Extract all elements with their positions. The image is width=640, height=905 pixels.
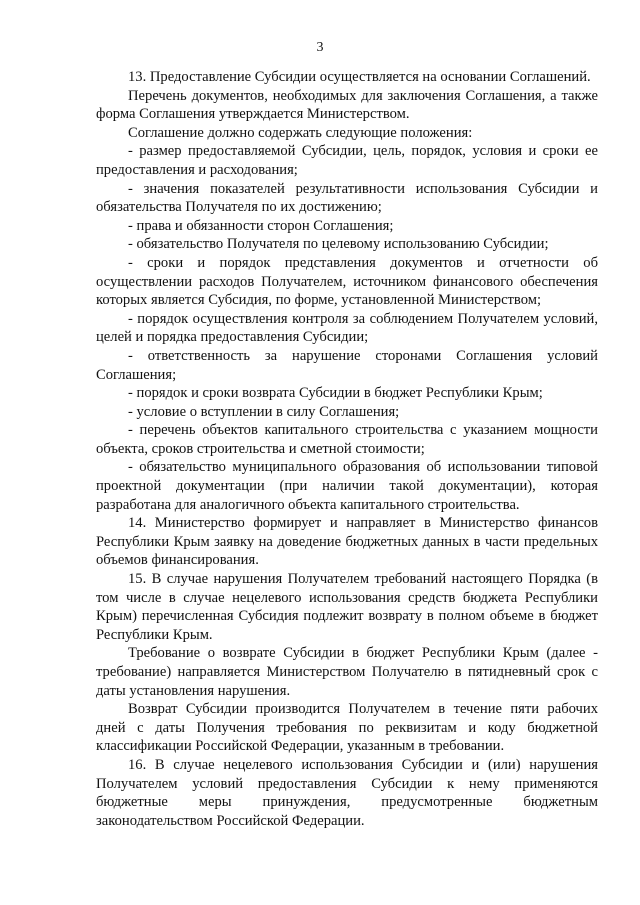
list-item-reporting: - сроки и порядок представления документов и отчетности об осуществлении расходов Получателем, источником финансового обеспечения которых является Субсидия, по форме, установленной Министерством; [96, 254, 598, 309]
list-item-control: - порядок осуществления контроля за соблюдением Получателем условий, целей и порядка предоставления Субсидии; [96, 310, 598, 346]
list-item-subsidy-size: - размер предоставляемой Субсидии, цель, порядок, условия и сроки ее предоставления и расходования; [96, 143, 598, 178]
list-item-targeted-use: - обязательство Получателя по целевому использованию Субсидии; [128, 236, 549, 253]
paragraph-14-budget-request: 14. Министерство формирует и направляет в Министерство финансов Республики Крым заявку на доведение бюджетных данных в части предельных объемов финансирования. [96, 515, 598, 569]
page-number: 3 [316, 40, 324, 55]
paragraph-16-enforcement: 16. В случае нецелевого использования Субсидии и (или) нарушения Получателем условий предоставления Субсидии к нему применяются бюджетные меры принуждения, предусмотренные бюджетным законодательством Российской Федерации. [96, 756, 598, 829]
list-item-rights-obligations: - права и обязанности сторон Соглашения; [128, 217, 394, 234]
paragraph-refund-demand: Требование о возврате Субсидии в бюджет Республики Крым (далее - требование) направляется Министерством Получателю в пятидневный срок с даты установления нарушения. [96, 645, 598, 699]
list-item-refund: - порядок и сроки возврата Субсидии в бюджет Республики Крым; [128, 385, 543, 402]
paragraph-13-subsidy-basis: 13. Предоставление Субсидии осуществляется на основании Соглашений. [128, 69, 591, 85]
paragraph-agreement-provisions: Соглашение должно содержать следующие положения: [128, 124, 473, 141]
paragraph-documents-list: Перечень документов, необходимых для заключения Соглашения, а также форма Соглашения утверждается Министерством. [96, 87, 598, 123]
list-item-entry-into-force: - условие о вступлении в силу Соглашения; [128, 403, 400, 420]
list-item-standard-design: - обязательство муниципального образования об использовании типовой проектной документации (при наличии такой документации), которая разработана для аналогичного объекта капитального строительства. [96, 459, 598, 513]
list-item-construction-objects: - перечень объектов капитального строительства с указанием мощности объекта, сроков строительства и сметной стоимости; [96, 422, 598, 457]
list-item-liability: - ответственность за нарушение сторонами Соглашения условий Соглашения; [96, 347, 598, 383]
document-body [96, 68, 598, 830]
list-item-performance-indicators: - значения показателей результативности использования Субсидии и обязательства Получателя по их достижению; [96, 180, 598, 216]
paragraph-refund-procedure: Возврат Субсидии производится Получателем в течение пяти рабочих дней с даты Получения требования по реквизитам и коду бюджетной классификации Российской Федерации, указанным в требовании. [96, 701, 598, 755]
paragraph-15-violation-refund: 15. В случае нарушения Получателем требований настоящего Порядка (в том числе в случае нецелевого использования средств бюджета Республики Крым) перечисленная Субсидия подлежит возврату в полном объеме в бюджет Республики Крым. [96, 571, 598, 643]
